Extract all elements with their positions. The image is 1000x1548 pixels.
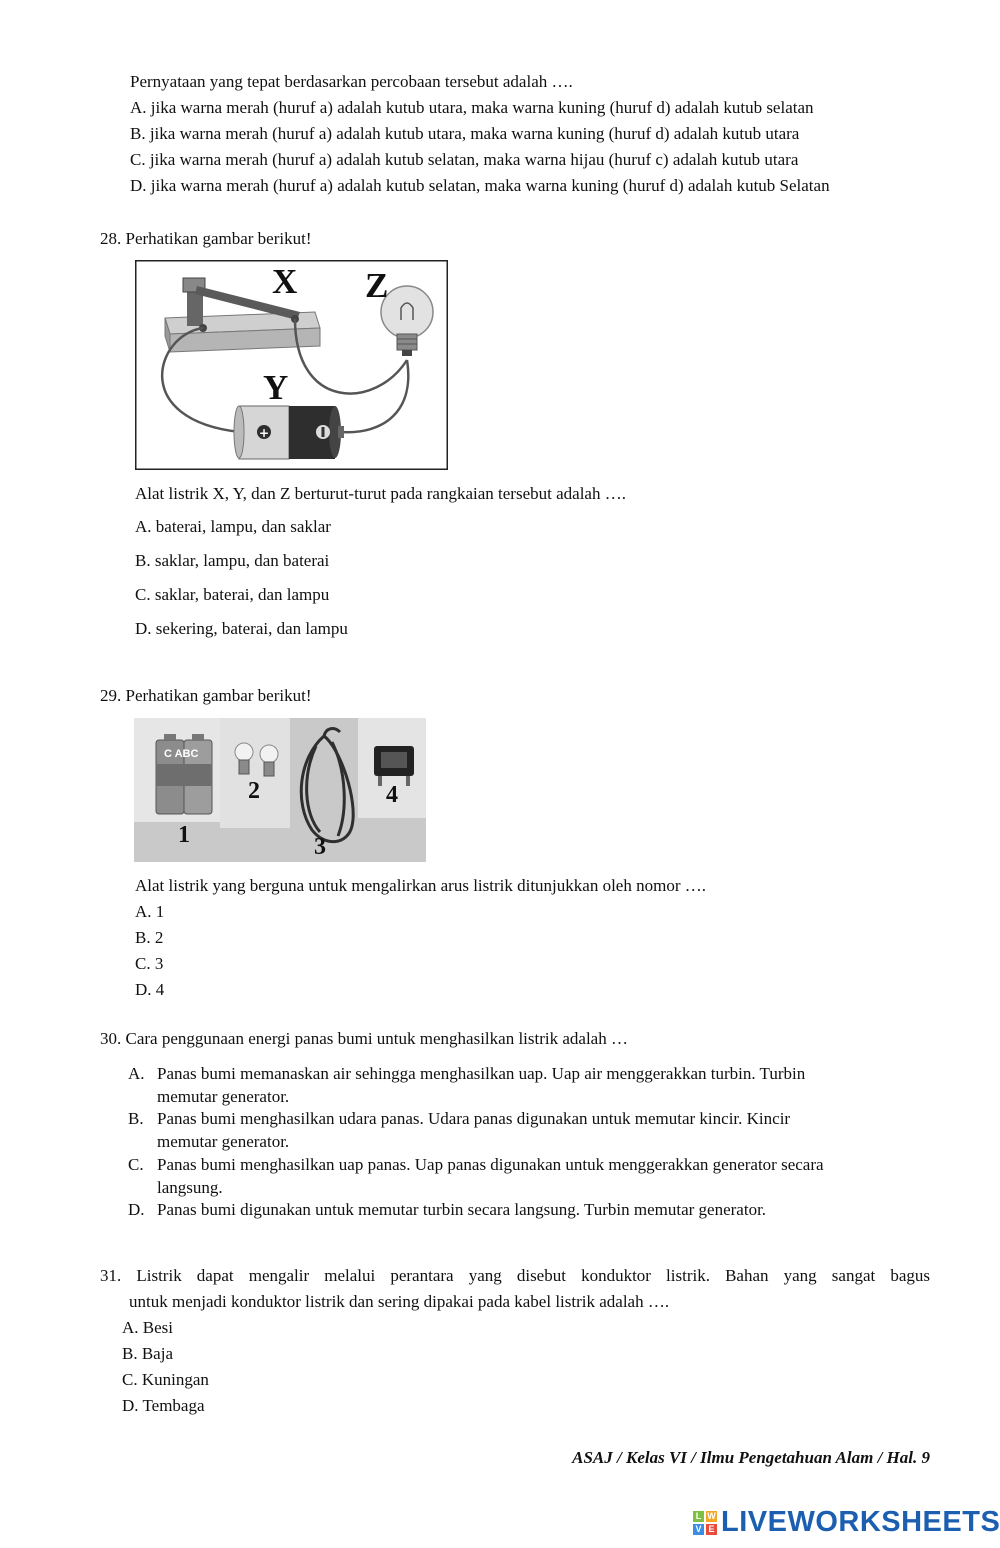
logo-cell-v: V [693, 1524, 704, 1535]
q31-option-a[interactable]: A. Besi [122, 1318, 173, 1337]
q29-option-c[interactable]: C. 3 [135, 954, 164, 973]
page-footer: ASAJ / Kelas VI / Ilmu Pengetahuan Alam / Hal. 9 [572, 1448, 930, 1467]
q27-stem: Pernyataan yang tepat berdasarkan percobaan tersebut adalah …. [130, 72, 573, 91]
q27-option-b[interactable]: B. jika warna merah (huruf a) adalah kutub utara, maka warna kuning (huruf d) adalah kutub utara [130, 124, 800, 143]
label-2: 2 [248, 778, 260, 804]
logo-cell-w: W [707, 1511, 716, 1521]
q29-option-d[interactable]: D. 4 [135, 980, 165, 999]
liveworksheets-brand[interactable] [693, 1506, 1000, 1539]
brand-text: LIVEWORKSHEETS [721, 1506, 1000, 1538]
svg-text:+: + [258, 426, 270, 440]
q30-title: 30. Cara penggunaan energi panas bumi untuk menghasilkan listrik adalah … [100, 1029, 628, 1048]
q28-option-a[interactable]: A. baterai, lampu, dan saklar [135, 517, 331, 536]
q30-option-d-letter[interactable]: D. [128, 1200, 145, 1219]
q28-option-b[interactable]: B. saklar, lampu, dan baterai [135, 551, 330, 570]
label-1: 1 [178, 822, 190, 848]
q30-option-a-letter[interactable]: A. [128, 1064, 145, 1083]
q30-option-c-text-cont[interactable]: langsung. [157, 1178, 223, 1197]
q27-option-d[interactable]: D. jika warna merah (huruf a) adalah kutub selatan, maka warna kuning (huruf d) adalah kutub Selatan [130, 176, 830, 195]
q27-option-a[interactable]: A. jika warna merah (huruf a) adalah kutub utara, maka warna kuning (huruf d) adalah kutub selatan [130, 98, 814, 117]
label-x: X [272, 262, 298, 301]
label-z: Z [365, 266, 389, 305]
q31-option-c[interactable]: C. Kuningan [122, 1370, 209, 1389]
q30-option-b-text-cont[interactable]: memutar generator. [157, 1132, 290, 1151]
logo-cell-l: L [693, 1511, 704, 1522]
label-y: Y [263, 368, 289, 407]
q27-option-c[interactable]: C. jika warna merah (huruf a) adalah kutub selatan, maka warna hijau (huruf c) adalah kutub utara [130, 150, 799, 169]
q30-option-b-letter[interactable]: B. [128, 1109, 144, 1128]
q31-option-d[interactable]: D. Tembaga [122, 1396, 205, 1415]
components-figure [134, 718, 426, 862]
q30-option-d-text[interactable]: Panas bumi digunakan untuk memutar turbin secara langsung. Turbin memutar generator. [157, 1200, 767, 1219]
q29-stem: Alat listrik yang berguna untuk mengalirkan arus listrik ditunjukkan oleh nomor …. [135, 876, 706, 895]
q28-option-c[interactable]: C. saklar, baterai, dan lampu [135, 585, 330, 604]
label-3: 3 [314, 834, 326, 860]
circuit-figure [135, 260, 448, 470]
logo-cell-e: E [706, 1524, 717, 1535]
q30-option-a-text-cont[interactable]: memutar generator. [157, 1087, 290, 1106]
q31-stem-line1: 31. Listrik dapat mengalir melalui perantara yang disebut konduktor listrik. Bahan yang sangat bagus [100, 1266, 930, 1285]
label-4: 4 [386, 782, 398, 808]
q30-option-c-letter[interactable]: C. [128, 1155, 144, 1174]
q30-option-c-text[interactable]: Panas bumi menghasilkan uap panas. Uap panas digunakan untuk menggerakkan generator secara [157, 1155, 824, 1174]
q30-option-b-text[interactable]: Panas bumi menghasilkan udara panas. Udara panas digunakan untuk memutar kincir. Kincir [157, 1109, 791, 1128]
battery-brand-label: C ABC [164, 748, 199, 760]
q29-option-a[interactable]: A. 1 [135, 902, 165, 921]
q30-option-a-text[interactable]: Panas bumi memanaskan air sehingga menghasilkan uap. Uap air menggerakkan turbin. Turbin [157, 1064, 806, 1083]
q28-option-d[interactable]: D. sekering, baterai, dan lampu [135, 619, 348, 638]
brand-logo-icon [693, 1511, 717, 1535]
q29-title: 29. Perhatikan gambar berikut! [100, 686, 312, 705]
q29-option-b[interactable]: B. 2 [135, 928, 164, 947]
q28-title: 28. Perhatikan gambar berikut! [100, 229, 312, 248]
q28-stem: Alat listrik X, Y, dan Z berturut-turut pada rangkaian tersebut adalah …. [135, 484, 626, 503]
q31-stem-line2: untuk menjadi konduktor listrik dan sering dipakai pada kabel listrik adalah …. [129, 1292, 670, 1311]
q31-option-b[interactable]: B. Baja [122, 1344, 173, 1363]
